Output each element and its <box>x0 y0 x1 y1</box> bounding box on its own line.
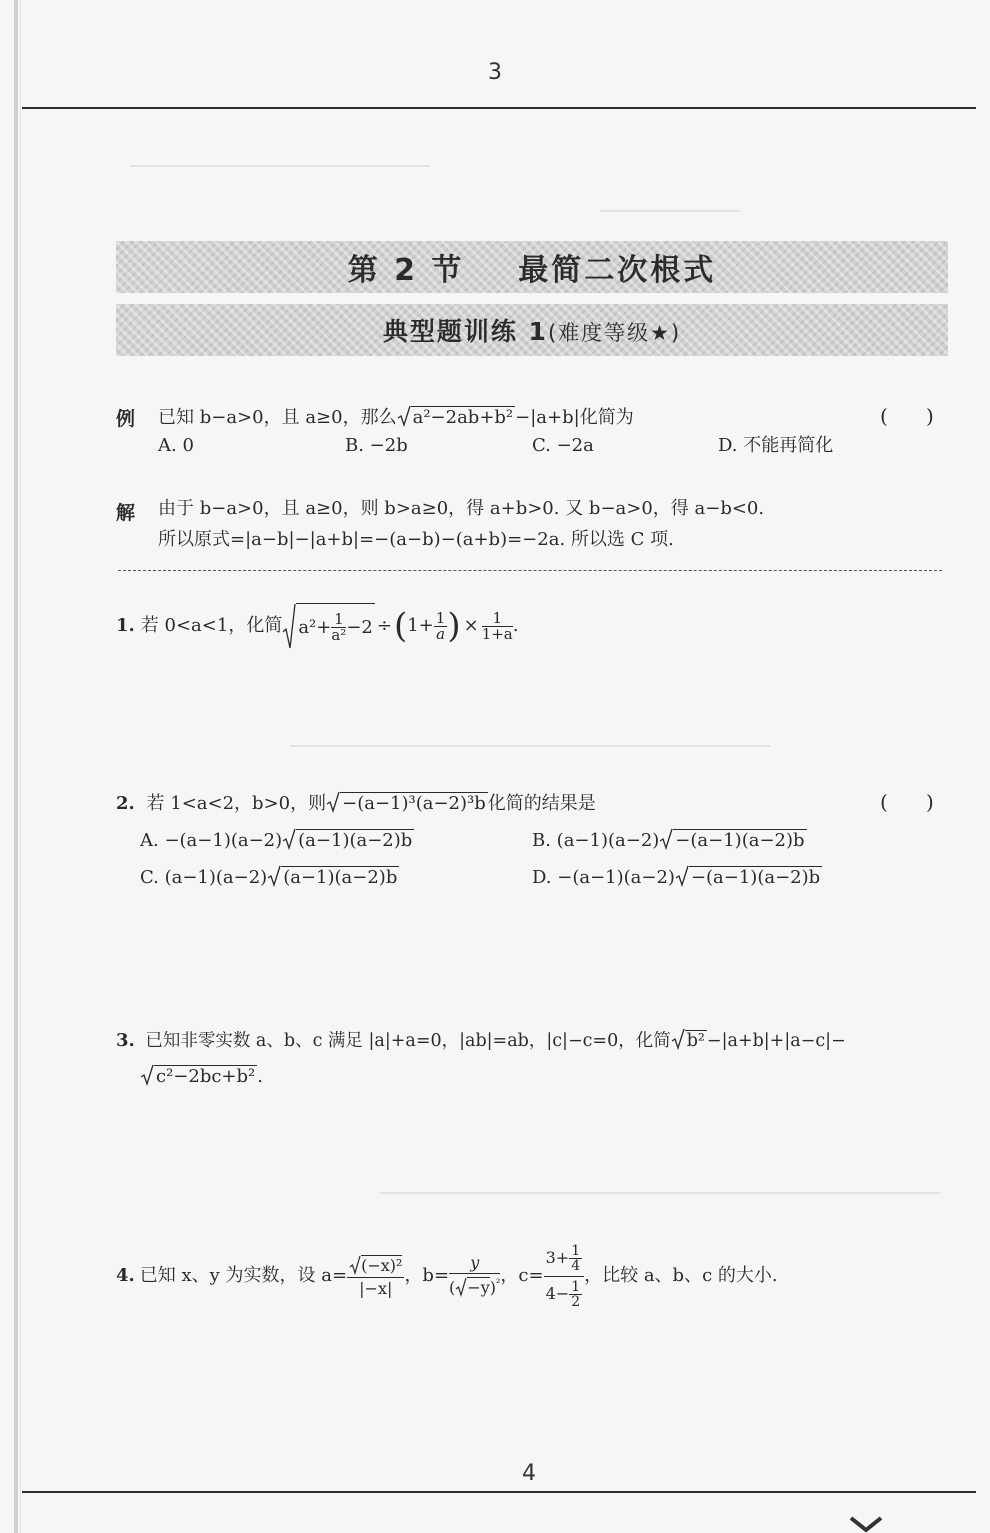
question-4-stem-pre: 已知 x、y 为实数，设 a= <box>139 1265 348 1286</box>
question-4 <box>116 1226 778 1326</box>
q2-option-d-rad: −(a−1)(a−2)b <box>690 867 821 888</box>
question-3-number: 3. <box>116 1030 135 1051</box>
q1-rad-numerator: 1 <box>331 612 346 628</box>
question-3-rad-2: c²−2bc+b² <box>156 1066 256 1087</box>
q4-a-numerator <box>347 1255 404 1278</box>
q4-c-bot-num: 1 <box>571 1278 581 1295</box>
question-3-stem-mid: −|a+b|+|a−c|− <box>706 1031 846 1051</box>
page-number-top: 3 <box>488 60 502 85</box>
q2-option-b-rad: −(a−1)(a−2)b <box>675 830 805 851</box>
page-number-bottom: 4 <box>522 1461 536 1486</box>
question-1-stem: 若 0<a<1，化简 <box>140 615 283 636</box>
q4-b-denominator: ( −y)$^{^2}$ <box>449 1276 501 1297</box>
question-3-continued <box>140 1064 263 1086</box>
sqrt-sign-icon <box>659 828 673 850</box>
example-stem <box>158 405 634 427</box>
question-2-option-b <box>532 828 807 850</box>
example-option-d: D. 不能再简化 <box>718 435 834 456</box>
q4-b-numerator: y <box>449 1255 500 1274</box>
q1-paren-one: 1+ <box>407 615 434 636</box>
question-2-number: 2. <box>116 793 135 814</box>
example-radicand: a²−2ab+b² <box>412 407 514 428</box>
question-4-number: 4. <box>116 1265 135 1286</box>
q4-c-top-int: 3+ <box>545 1248 570 1267</box>
question-2-option-a <box>140 828 414 850</box>
question-2-option-c <box>140 865 399 887</box>
q4-a-denominator: |−x| <box>359 1279 393 1298</box>
binding-edge <box>14 0 18 1533</box>
example-answer-blank: ( ) <box>880 404 934 428</box>
sqrt-sign-icon <box>267 865 281 887</box>
q1-last-fraction <box>481 608 513 643</box>
example-stem-pre: 已知 b−a>0，且 a≥0，那么 <box>158 407 397 428</box>
question-3-stem-pre: 已知非零实数 a、b、c 满足 |a|+a=0，|ab|=ab，|c|−c=0，化简 <box>145 1031 671 1051</box>
question-2-option-d <box>532 865 822 887</box>
question-1-radicand <box>296 603 375 650</box>
training-difficulty: (难度等级★) <box>547 321 682 345</box>
training-title-text: 典型题训练 1 <box>382 317 548 346</box>
q4-c-fraction <box>544 1244 585 1309</box>
q1-rad-a2: a²+ <box>298 616 332 638</box>
q1-times-sign: × <box>463 615 479 636</box>
q4-b-fraction <box>449 1255 500 1297</box>
q1-end: . <box>512 615 519 636</box>
q4-c-numerator <box>544 1244 585 1277</box>
q4-c-bot-fraction <box>569 1280 582 1309</box>
question-2-radicand: −(a−1)³(a−2)³b <box>342 793 486 814</box>
q1-divide-sign: ÷ <box>376 615 392 636</box>
q4-b-label: ，b= <box>404 1265 450 1286</box>
q1-rad-fraction <box>331 612 346 643</box>
dashed-divider <box>118 570 942 571</box>
q1-paren-numerator: 1 <box>435 608 446 627</box>
training-banner <box>116 304 948 356</box>
question-3-end: . <box>257 1066 263 1087</box>
q4-b-den-pow: ² <box>496 1276 501 1290</box>
sqrt-sign-icon <box>282 828 296 850</box>
q1-last-numerator: 1 <box>482 611 513 627</box>
q4-b-den-rad: −y <box>467 1278 490 1297</box>
bleed-through-mark <box>600 210 740 212</box>
example-stem-post: −|a+b|化简为 <box>515 407 634 428</box>
sqrt-sign-icon <box>140 1064 154 1086</box>
q4-c-label: ，c= <box>500 1265 544 1286</box>
question-1 <box>116 598 518 654</box>
section-title: 第 2 节 最简二次根式 <box>347 253 717 288</box>
q2-option-b-pre: B. (a−1)(a−2) <box>532 830 660 851</box>
sqrt-sign-icon <box>282 602 296 650</box>
example-option-b: B. −2b <box>345 435 408 456</box>
q2-option-c-rad: (a−1)(a−2)b <box>283 867 398 888</box>
training-title <box>383 312 681 348</box>
q4-c-bot-den: 2 <box>571 1293 581 1310</box>
q4-a-fraction <box>347 1255 404 1297</box>
close-icon[interactable] <box>846 1516 886 1533</box>
question-2-answer-blank: ( ) <box>880 790 934 814</box>
bleed-through-mark <box>380 1192 940 1194</box>
q2-option-a-rad: (a−1)(a−2)b <box>298 830 413 851</box>
bleed-through-mark <box>290 745 770 747</box>
q2-option-c-pre: C. (a−1)(a−2) <box>140 867 268 888</box>
bleed-through-mark <box>130 165 430 167</box>
q1-paren-open: ( <box>393 606 408 646</box>
example-label: 例 <box>116 408 136 430</box>
binding-edge-inner <box>20 0 21 1533</box>
solution-line-2: 所以原式=|a−b|−|a+b|=−(a−b)−(a+b)=−2a. 所以选 C 项. <box>158 529 674 550</box>
example-option-a: A. 0 <box>158 435 194 456</box>
q1-rad-tail: −2 <box>346 616 373 638</box>
q1-last-denominator: 1+a <box>481 624 513 643</box>
question-2-stem-post: 化简的结果是 <box>487 793 596 814</box>
q4-c-bot-int: 4− <box>545 1284 570 1303</box>
q4-c-top-den: 4 <box>571 1257 581 1274</box>
question-4-stem-post: ，比较 a、b、c 的大小. <box>584 1265 778 1286</box>
question-1-number: 1. <box>116 615 135 636</box>
q1-paren-denominator: a <box>436 624 446 643</box>
sqrt-sign-icon <box>675 865 689 887</box>
q4-a-num-rad: (−x)² <box>361 1256 403 1275</box>
q4-c-top-num: 1 <box>571 1242 581 1259</box>
sqrt-sign-icon <box>349 1255 361 1275</box>
section-banner <box>116 241 948 293</box>
solution-line-1: 由于 b−a>0，且 a≥0，则 b>a≥0，得 a+b>0. 又 b−a>0，得 a−b<0. <box>158 498 765 519</box>
sqrt-sign-icon <box>326 791 340 813</box>
q1-paren-fraction <box>434 608 448 643</box>
question-3 <box>116 1028 846 1051</box>
solution-label: 解 <box>116 502 136 524</box>
question-2-stem-pre: 若 1<a<2，b>0，则 <box>146 793 327 814</box>
question-2 <box>116 791 596 813</box>
page-divider-top <box>22 107 976 109</box>
q1-rad-denominator: a² <box>331 626 347 644</box>
question-3-rad-1: b² <box>686 1031 705 1051</box>
q1-paren-close: ) <box>447 606 461 646</box>
example-option-c: C. −2a <box>532 435 594 456</box>
q2-option-a-pre: A. −(a−1)(a−2) <box>140 830 283 851</box>
sqrt-sign-icon <box>671 1028 685 1050</box>
page-divider-bottom <box>22 1491 976 1493</box>
q4-c-denominator <box>544 1277 585 1309</box>
q4-c-top-fraction <box>569 1244 582 1273</box>
sqrt-sign-icon <box>397 405 411 427</box>
sqrt-sign-icon <box>455 1277 467 1297</box>
q2-option-d-pre: D. −(a−1)(a−2) <box>532 867 675 888</box>
